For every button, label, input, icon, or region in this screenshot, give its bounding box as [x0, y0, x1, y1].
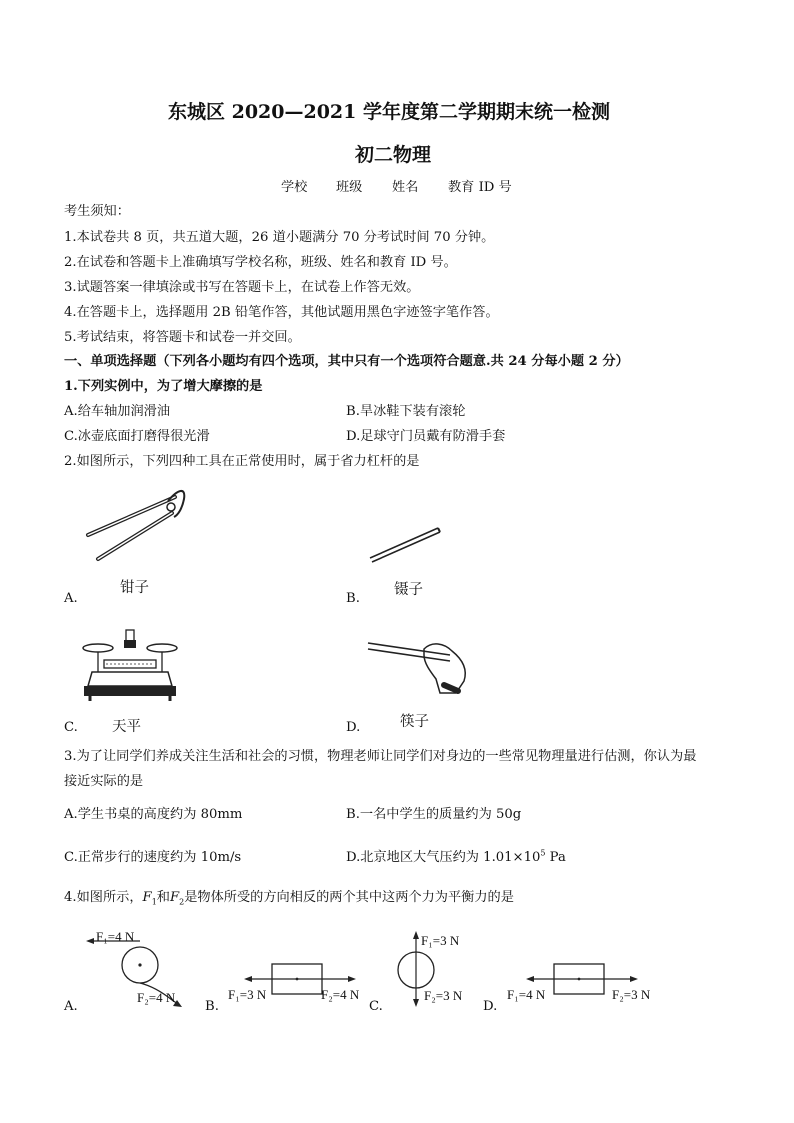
chopsticks-icon	[366, 635, 472, 697]
option-c: C.	[369, 999, 383, 1014]
option-c: C.正常步行的速度约为 10m/s	[64, 850, 242, 865]
notice-item: 5.考试结束，将答题卡和试卷一并交回。	[64, 330, 301, 345]
question-stem: 3.为了让同学们养成关注生活和社会的习惯，物理老师让同学们对身边的一些常见物理量进行估测，你认为最	[64, 749, 697, 764]
option-d: D.	[346, 720, 361, 735]
notice-heading: 考生须知：	[64, 204, 130, 219]
notice-item: 2.在试卷和答题卡上准确填写学校名称，班级、姓名和教育 ID 号。	[64, 255, 457, 270]
force-label-f1: F₁=3 N	[421, 933, 460, 948]
option-a: A.给车轴加润滑油	[64, 404, 171, 419]
subject-title: 初二物理	[355, 144, 432, 166]
field-class: 班级	[336, 180, 363, 195]
option-c: C.冰壶底面打磨得很光滑	[64, 429, 210, 444]
notice-item: 3.试题答案一律填涂或书写在答题卡上，在试卷上作答无效。	[64, 280, 420, 295]
option-b: B.	[205, 999, 219, 1014]
force-label-f2: F₂=4 N	[137, 990, 176, 1005]
caption-tweezers: 镊子	[394, 582, 423, 598]
option-b: B.旱冰鞋下装有滚轮	[346, 404, 466, 419]
option-d: D.北京地区大气压约为 $1.01\times 10^5$ Pa	[346, 848, 566, 865]
pliers-icon	[80, 485, 190, 565]
caption-chopsticks: 筷子	[400, 714, 429, 730]
force-label-f1: F₁=3 N	[228, 987, 267, 1002]
question-stem: 2.如图所示，下列四种工具在正常使用时，属于省力杠杆的是	[64, 454, 420, 469]
option-a: A.	[64, 591, 78, 606]
caption-pliers: 钳子	[120, 580, 149, 596]
field-school: 学校	[281, 180, 308, 195]
caption-balance: 天平	[112, 719, 141, 735]
force-label-f2: F₂=3 N	[612, 987, 651, 1002]
question-stem: 1.下列实例中，为了增大摩擦的是	[64, 379, 263, 394]
option-a: A.	[64, 999, 78, 1014]
question-stem-cont: 接近实际的是	[64, 774, 144, 789]
notice-item: 4.在答题卡上，选择题用 2B 铅笔作答，其他试题用黑色字迹签字笔作答。	[64, 305, 499, 320]
exam-title: 东城区 2020—2021 学年度第二学期期末统一检测	[168, 101, 610, 123]
option-c: C.	[64, 720, 78, 735]
option-d: D.	[483, 999, 498, 1014]
force-label-f2: F₂=3 N	[424, 988, 463, 1003]
force-label-f1: F₁=4 N	[507, 987, 546, 1002]
option-b: B.	[346, 591, 360, 606]
force-label-f1: F₁=4 N	[96, 929, 135, 944]
question-stem: 4.如图所示，$F_1$和$F_2$是物体所受的方向相反的两个其中这两个力为平衡力的是	[64, 890, 514, 907]
force-label-f2: F₂=4 N	[321, 987, 360, 1002]
tweezers-icon	[366, 520, 446, 565]
field-edu-id: 教育 ID 号	[448, 180, 512, 195]
option-d: D.足球守门员戴有防滑手套	[346, 429, 506, 444]
section-heading: 一、单项选择题（下列各小题均有四个选项，其中只有一个选项符合题意.共 24 分每小题 2 分）	[64, 354, 629, 369]
option-b: B.一名中学生的质量约为 50g	[346, 807, 522, 822]
balance-icon	[80, 626, 180, 704]
field-name: 姓名	[392, 180, 419, 195]
notice-item: 1.本试卷共 8 页，共五道大题，26 道小题满分 70 分考试时间 70 分钟。	[64, 230, 495, 245]
option-a: A.学生书桌的高度约为 80mm	[64, 807, 243, 822]
